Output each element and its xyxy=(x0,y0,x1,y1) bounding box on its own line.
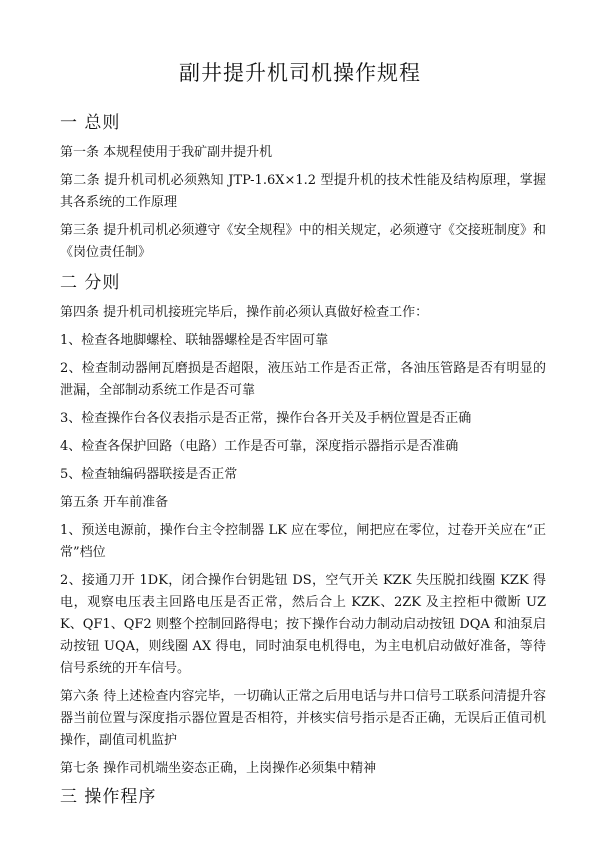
section-heading-general: 一 总则 xyxy=(60,113,121,133)
check-item-1: 1、检查各地脚螺栓、联轴器螺栓是否牢固可靠 xyxy=(60,333,329,348)
section-heading-procedure: 三 操作程序 xyxy=(60,787,157,807)
article-7: 第七条 操作司机端坐姿态正确，上岗操作必须集中精神 xyxy=(60,761,377,776)
document-body xyxy=(60,110,546,816)
article-1: 第一条 本规程使用于我矿副井提升机 xyxy=(60,145,273,160)
check-item-5: 5、检查轴编码器联接是否正常 xyxy=(60,467,238,482)
article-2: 第二条 提升机司机必须熟知 JTP-1.6X×1.2 型提升机的技术性能及结构原理，掌握其各系统的工作原理 xyxy=(60,173,546,210)
article-5: 第五条 开车前准备 xyxy=(60,495,169,510)
prep-item-1: 1、预送电源前，操作台主令控制器 LK 应在零位，闸把应在零位，过卷开关应在“正常”档位 xyxy=(60,523,546,560)
article-6: 第六条 待上述检查内容完毕，一切确认正常之后用电话与井口信号工联系问清提升容器当前位置与深度指示器位置是否相符，并核实信号指示是否正确，无误后正值司机操作，副值司机监护 xyxy=(60,689,546,748)
check-item-2: 2、检查制动器闸瓦磨损是否超限，液压站工作是否正常，各油压管路是否有明显的泄漏，全部制动系统工作是否可靠 xyxy=(60,361,546,398)
prep-item-2: 2、接通刀开 1DK，闭合操作台钥匙钮 DS，空气开关 KZK 失压脱扣线圈 KZK 得电，观察电压表主回路电压是否正常，然后合上 KZK、2ZK 及主控柜中微断 UZK、QF1、QF2 则整个控制回路得电；按下操作台动力制动启动按钮 DQA 和油泵启动按钮 UQA，则线圈 AX 得电，同时油泵电机得电，为主电机启动做好准备，等待信号系统的开车信号。 xyxy=(60,573,546,676)
check-item-4: 4、检查各保护回路（电路）工作是否可靠，深度指示器指示是否准确 xyxy=(60,439,459,454)
article-4: 第四条 提升机司机接班完毕后，操作前必须认真做好检查工作： xyxy=(60,305,429,320)
document-title: 副井提升机司机操作规程 xyxy=(179,61,421,85)
check-item-3: 3、检查操作台各仪表指示是否正常，操作台各开关及手柄位置是否正确 xyxy=(60,411,472,426)
article-3: 第三条 提升机司机必须遵守《安全规程》中的相关规定，必须遵守《交接班制度》和《岗位责任制》 xyxy=(60,223,546,260)
section-heading-detailed: 二 分则 xyxy=(60,273,121,293)
